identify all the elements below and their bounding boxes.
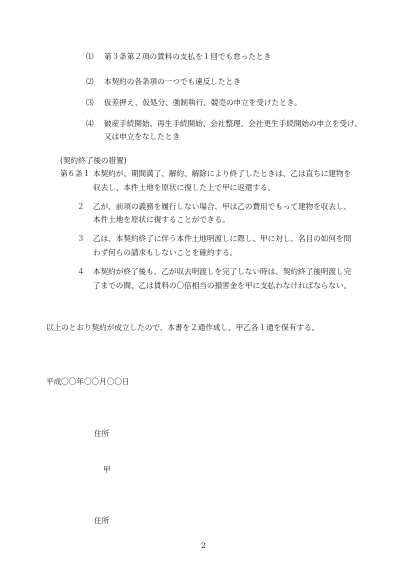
paragraph-text: 乙が、前項の義務を履行しない場合、甲は乙の費用でもって建物を収去し、 — [93, 202, 352, 211]
list-item-2 — [86, 77, 241, 87]
article-6-para-1-line-1 — [60, 169, 351, 179]
paragraph-text: 本契約が、期間満了、解約、解除により終了したときは、乙は直ちに建物を — [93, 169, 352, 178]
party-1-address-label: 住所 — [94, 429, 110, 438]
list-item-number: ⑷ — [86, 119, 94, 128]
party-1-label: 甲 — [103, 465, 111, 474]
list-item-text: 破産手続開始、再生手続開始、会社整理、会社更生手続開始の申立を受け、 — [104, 119, 362, 128]
paragraph-number: ４ — [77, 267, 85, 276]
list-item-number: ⑵ — [86, 77, 94, 86]
paragraph-number: ３ — [77, 234, 85, 243]
article-label: 第６条１ — [60, 169, 91, 178]
paragraph-number: ２ — [77, 202, 85, 211]
list-item-text: 仮差押え、仮処分、強制執行、競売の申立を受けたとき。 — [104, 98, 302, 107]
list-item-4 — [86, 119, 362, 129]
article-6-para-1-line-2: 収去し、本件土地を原状に復した上で甲に返還する。 — [93, 183, 276, 192]
article-6-para-2-line-1 — [77, 202, 351, 212]
closing-statement: 以上のとおり契約が成立したので、本書を２通作成し、甲乙各１通を保有する。 — [46, 323, 320, 332]
article-6-para-4-line-2: 了までの間、乙は賃料の〇倍相当の損害金を甲に支払わなければならない。 — [93, 281, 352, 290]
contract-date: 平成〇〇年〇〇月〇〇日 — [46, 377, 130, 386]
article-heading: (契約終了後の措置) — [60, 156, 127, 165]
list-item-number: ⑶ — [86, 98, 94, 107]
article-6-para-4-line-1 — [77, 267, 351, 277]
list-item-3 — [86, 98, 302, 108]
party-2-address-label: 住所 — [94, 516, 110, 525]
list-item-1 — [86, 52, 271, 62]
article-6-para-2-line-2: 本件土地を原状に復することができる。 — [93, 215, 230, 224]
paragraph-text: 本契約が終了後も、乙が収去明渡しを完了しない時は、契約終了後明渡し完 — [93, 267, 352, 276]
list-item-text: 本契約の各条項の一つでも違反したとき — [104, 77, 241, 86]
list-item-4-continuation: 又は申立をなしたとき — [104, 132, 180, 141]
list-item-text: 第３条第２項の賃料の支払を１回でも怠ったとき — [104, 52, 272, 61]
article-6-para-3-line-1 — [77, 234, 351, 244]
article-6-para-3-line-2: わず何らの請求もしないことを確約する。 — [93, 248, 238, 257]
paragraph-text: 乙は、本契約終了に伴う本件土地明渡しに際し、甲に対し、名目の如何を問 — [93, 234, 352, 243]
page-number: 2 — [201, 541, 206, 550]
list-item-number: ⑴ — [86, 52, 94, 61]
